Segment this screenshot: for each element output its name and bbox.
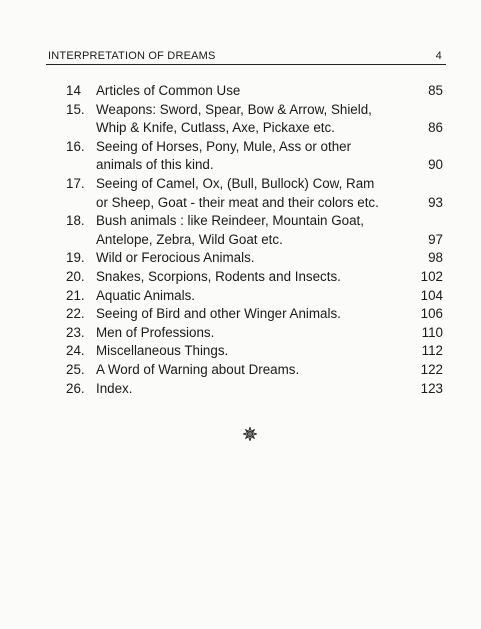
toc-entry-line [0, 138, 481, 156]
toc-entry-number: 25. [66, 362, 85, 377]
toc-entry-line [0, 249, 481, 267]
toc-entry-number: 14 [66, 83, 81, 98]
toc-entry-title: Snakes, Scorpions, Rodents and Insects. [96, 269, 341, 284]
toc-entry-page: 110 [421, 324, 443, 340]
toc-entry-line [0, 361, 481, 379]
toc-entry-number: 22. [66, 306, 85, 322]
toc-entry-title: animals of this kind. [96, 157, 214, 173]
toc-entry-title: Wild or Ferocious Animals. [96, 250, 255, 266]
toc-entry-title: Antelope, Zebra, Wild Goat etc. [96, 231, 283, 247]
toc-entry-page: 123 [420, 380, 443, 396]
toc-entry-page: 85 [428, 83, 443, 98]
toc-entry-title: Weapons: Sword, Spear, Bow & Arrow, Shield, [96, 101, 372, 117]
toc-entry-line [0, 119, 481, 137]
toc-entry-title: Men of Professions. [96, 324, 215, 340]
page-number: 4 [435, 50, 442, 62]
flower-ornament-icon [243, 427, 257, 441]
toc-entry-title: A Word of Warning about Dreams. [96, 362, 300, 377]
running-title: INTERPRETATION OF DREAMS [48, 50, 216, 62]
toc-entry-line [0, 231, 481, 249]
toc-entry-title: Aquatic Animals. [96, 287, 195, 303]
toc-entry-title: Whip & Knife, Cutlass, Axe, Pickaxe etc. [96, 120, 335, 136]
toc-entry-page: 97 [428, 231, 443, 247]
toc-entry-line [0, 101, 481, 119]
toc-entry-line [0, 194, 481, 212]
toc-entry-page: 106 [420, 306, 443, 322]
toc-entry-page: 93 [428, 194, 443, 210]
toc-entry-number: 21. [66, 287, 85, 303]
toc-entry-page: 98 [428, 250, 443, 266]
toc-entry-number: 15. [66, 101, 85, 117]
toc-entry-number: 26. [66, 380, 85, 396]
toc-entry-number: 20. [66, 269, 85, 284]
toc-entry-page: 102 [420, 269, 443, 284]
running-header [48, 50, 442, 62]
toc-entry-title: Seeing of Horses, Pony, Mule, Ass or other [96, 138, 352, 154]
toc-entry-title: Seeing of Bird and other Winger Animals. [96, 306, 341, 322]
toc-entry-page: 112 [421, 343, 443, 359]
toc-entry-number: 19. [66, 250, 85, 266]
toc-entry-number: 18. [66, 213, 85, 229]
toc-entry-title: Miscellaneous Things. [96, 343, 229, 359]
toc-entry-line [0, 287, 481, 305]
toc-entry-line [0, 268, 481, 286]
toc-entry-title: Bush animals : like Reindeer, Mountain Goat, [96, 213, 364, 229]
toc-entry-line [0, 212, 481, 230]
toc-entry-line [0, 82, 481, 100]
toc-entry-page: 104 [420, 287, 443, 303]
toc-entry-line [0, 380, 481, 398]
toc-entry-title: Index. [96, 380, 133, 396]
toc-entry-title: or Sheep, Goat - their meat and their colors etc. [96, 194, 379, 210]
toc-entry-page: 122 [420, 362, 443, 377]
toc-entry-number: 24. [66, 343, 85, 359]
toc-entry-line [0, 305, 481, 323]
toc-entry-page: 90 [428, 157, 443, 173]
toc-entry-number: 23. [66, 324, 85, 340]
toc-entry-number: 16. [66, 138, 85, 154]
toc-entry-line [0, 156, 481, 174]
toc-entry-line [0, 342, 481, 360]
toc-entry-number: 17. [66, 176, 85, 191]
toc-entry-title: Seeing of Camel, Ox, (Bull, Bullock) Cow, Ram [96, 176, 375, 191]
toc-entry-line [0, 175, 481, 193]
toc-entry-page: 86 [428, 120, 443, 136]
toc-entry-title: Articles of Common Use [96, 83, 241, 98]
toc-entry-line [0, 324, 481, 342]
header-rule [46, 64, 446, 65]
